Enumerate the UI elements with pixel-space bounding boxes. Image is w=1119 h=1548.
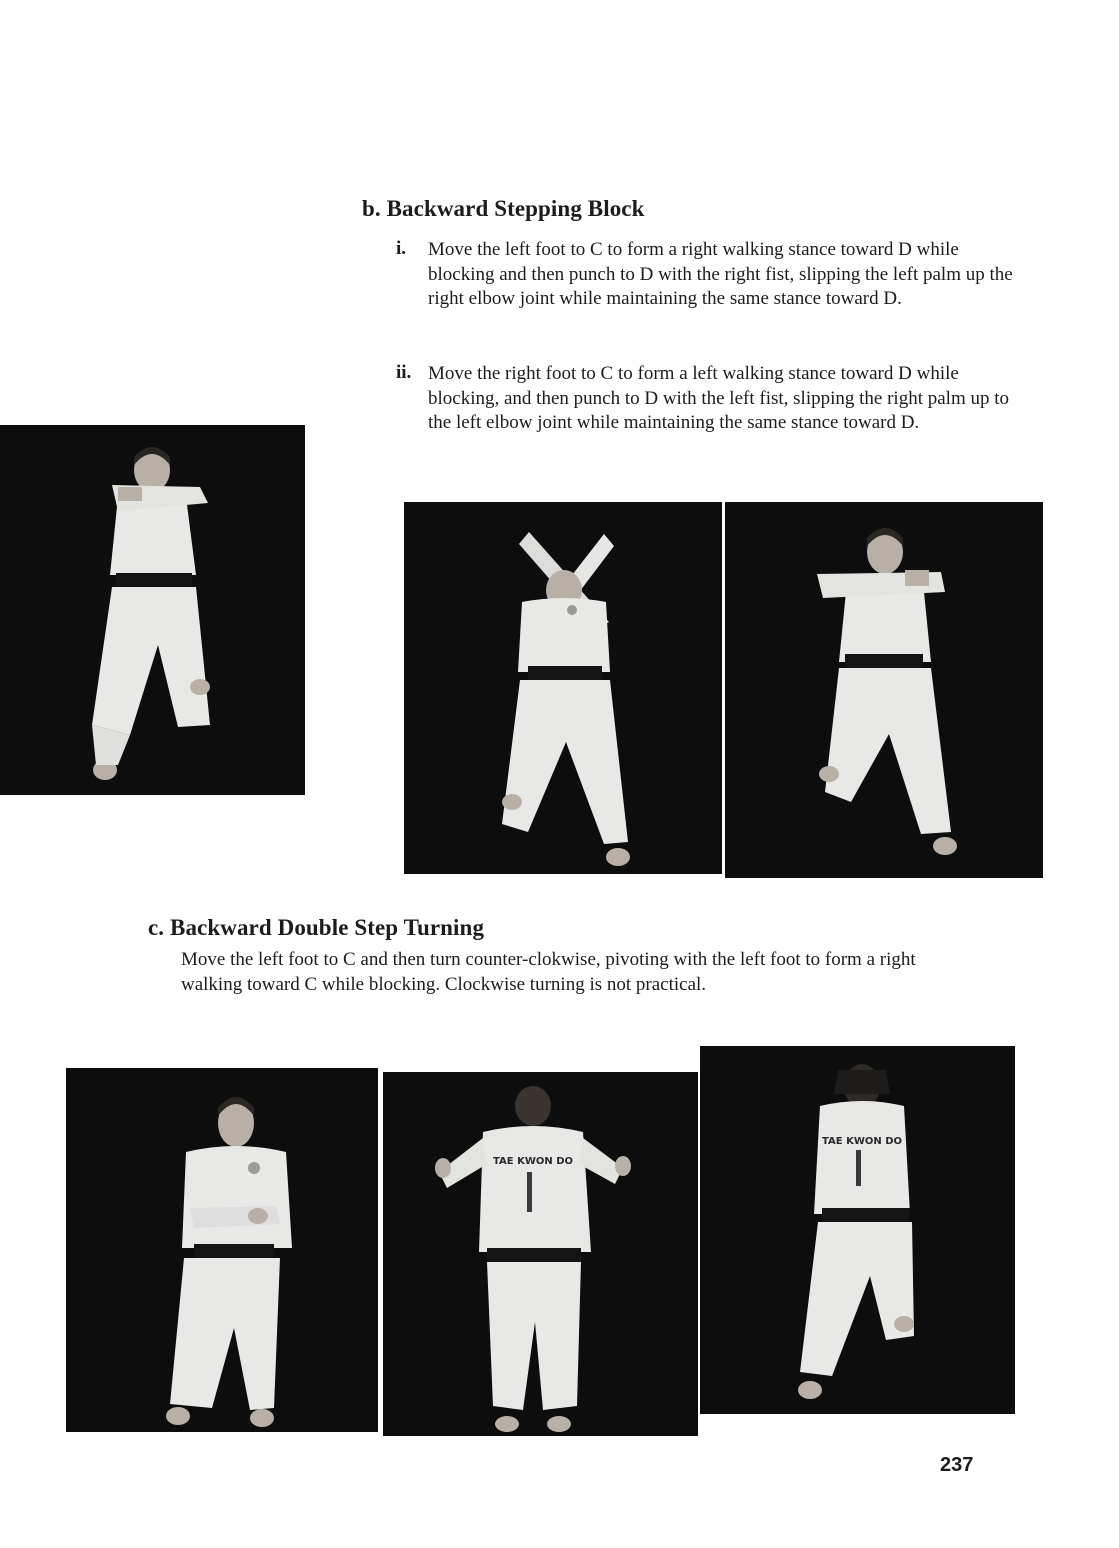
figure-illustration xyxy=(725,502,1043,878)
figure-illustration xyxy=(0,425,305,795)
photo-crossed-arms xyxy=(404,502,722,874)
item-text: Move the right foot to C to form a left walking stance toward D while blocking, and then punch to D with the left fist, slipping the right palm up to the left elbow joint while maintaining the same stance toward D. xyxy=(428,363,1010,433)
photo-side-walking-block xyxy=(0,425,305,795)
back-text: TAE KWON DO xyxy=(821,1136,903,1147)
photo-back-walking-block xyxy=(700,1046,1015,1414)
item-text: Move the left foot to C to form a right walking stance toward D while blocking and then punch to D with the right fist, slipping the left palm up the right elbow joint while maintaining the same stance toward D. xyxy=(428,239,1013,309)
figure-illustration xyxy=(66,1068,378,1432)
photo-ready-stance xyxy=(66,1068,378,1432)
section-c-heading: c. Backward Double Step Turning xyxy=(148,915,485,940)
item-number: ii. xyxy=(396,362,412,383)
section-c-text: Move the left foot to C and then turn counter-clokwise, pivoting with the left foot to form a right walking toward C while blocking. Clockwise turning is not practical. xyxy=(181,949,916,995)
photo-back-turning xyxy=(383,1072,698,1436)
figure-illustration xyxy=(404,502,722,874)
figure-illustration xyxy=(383,1072,698,1436)
figure-illustration xyxy=(700,1046,1015,1414)
section-b-heading: b. Backward Stepping Block xyxy=(362,196,645,221)
item-number: i. xyxy=(396,238,407,259)
page-number: 237 xyxy=(940,1454,974,1476)
back-text: TAE KWON DO xyxy=(492,1156,574,1167)
photo-chest-block xyxy=(725,502,1043,878)
